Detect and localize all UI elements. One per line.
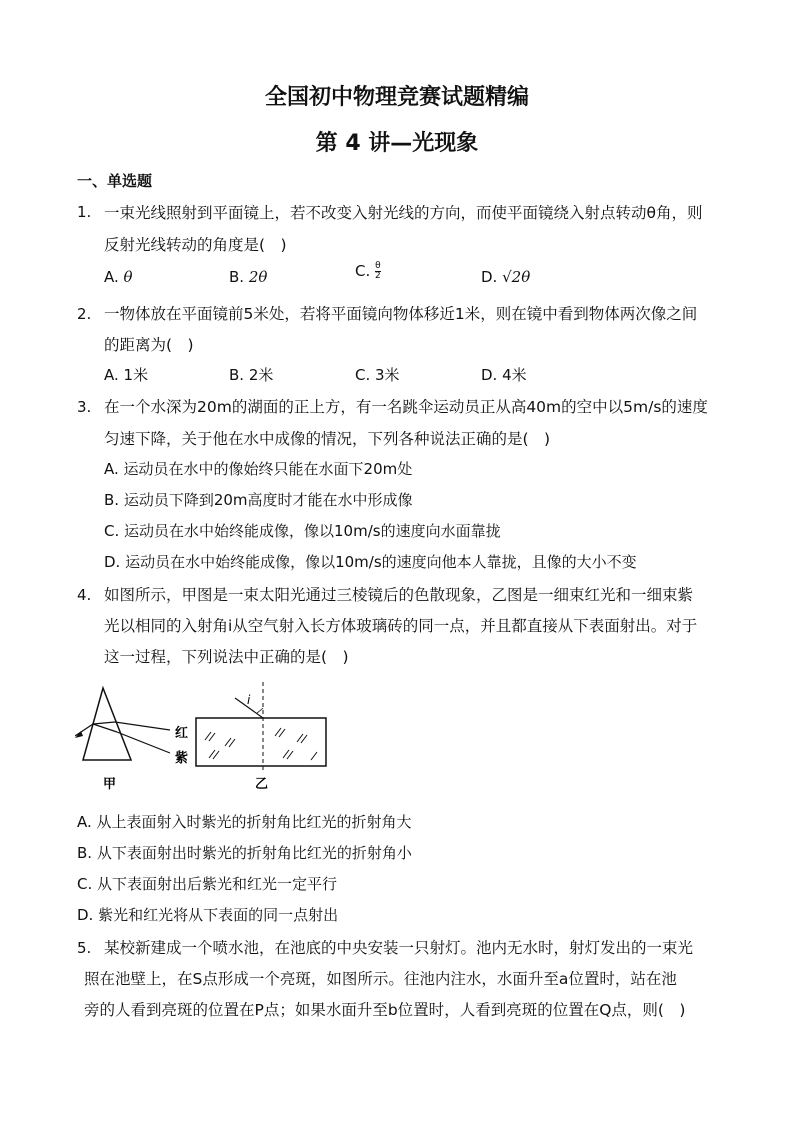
- question-number: 3.: [77, 398, 92, 416]
- option-a: A. 运动员在水中的像始终只能在水面下20m处: [104, 460, 413, 478]
- option-c: C. 运动员在水中始终能成像，像以10m/s的速度向水面靠拢: [104, 522, 501, 540]
- question-number: 1.: [77, 203, 92, 221]
- option-c: C. 3米: [355, 366, 400, 384]
- option-d: D. √2θ: [481, 268, 531, 286]
- option-c: C. $\frac{\theta}{2}$: [355, 261, 381, 281]
- option-d: D. 紫光和红光将从下表面的同一点射出: [77, 906, 339, 924]
- question-number: 5.: [77, 939, 92, 957]
- doc-subtitle: 第 4 讲—光现象: [315, 131, 479, 156]
- question-number: 2.: [77, 305, 92, 323]
- question-5-line-1: 某校新建成一个喷水池，在池底的中央安装一只射灯。池内无水时，射灯发出的一束光: [104, 939, 694, 957]
- question-4-line-3: 这一过程，下列说法中正确的是( ): [104, 648, 349, 666]
- section-heading: 一、单选题: [77, 172, 153, 190]
- prism-and-glass-figure: [75, 680, 335, 795]
- glass-block: [196, 718, 326, 766]
- question-3-line-2: 匀速下降，关于他在水中成像的情况，下列各种说法正确的是( ): [104, 430, 551, 448]
- question-5-line-3: 旁的人看到亮斑的位置在P点；如果水面升至b位置时，人看到亮斑的位置在Q点，则( ): [84, 1001, 686, 1019]
- option-d: D. 运动员在水中始终能成像，像以10m/s的速度向他本人靠拢，且像的大小不变: [104, 553, 637, 571]
- red-label: 红: [175, 726, 189, 741]
- fraction: $\frac{\theta}{2}$: [375, 261, 381, 281]
- question-1-line-2: 反射光线转动的角度是( ): [104, 236, 287, 254]
- question-2-line-2: 的距离为( ): [104, 336, 194, 354]
- option-a: A. θ: [104, 268, 133, 286]
- angle-label: i: [247, 693, 251, 707]
- option-b: B. 运动员下降到20m高度时才能在水中形成像: [104, 491, 413, 509]
- option-c: C. 从下表面射出后紫光和红光一定平行: [77, 875, 338, 893]
- option-a: A. 1米: [104, 366, 149, 384]
- question-2-line-1: 一物体放在平面镜前5米处，若将平面镜向物体移近1米，则在镜中看到物体两次像之间: [104, 305, 698, 323]
- option-d: D. 4米: [481, 366, 527, 384]
- red-ray: [115, 722, 170, 730]
- option-b: B. 2米: [229, 366, 274, 384]
- figure-jia-label: 甲: [103, 777, 117, 792]
- question-3-line-1: 在一个水深为20m的湖面的正上方，有一名跳伞运动员正从高40m的空中以5m/s的速度: [104, 398, 708, 416]
- doc-title: 全国初中物理竞赛试题精编: [264, 85, 529, 110]
- purple-label: 紫: [175, 751, 189, 766]
- option-a: A. 从上表面射入时紫光的折射角比红光的折射角大: [77, 813, 412, 831]
- question-1-line-1: 一束光线照射到平面镜上，若不改变入射光线的方向，而使平面镜绕入射点转动θ角，则: [104, 204, 703, 222]
- question-5-line-2: 照在池壁上，在S点形成一个亮斑，如图所示。往池内注水，水面升至a位置时，站在池: [84, 970, 677, 988]
- figure-yi-label: 乙: [255, 777, 269, 792]
- question-4-line-2: 光以相同的入射角i从空气射入长方体玻璃砖的同一点，并且都直接从下表面射出。对于: [104, 617, 698, 635]
- prism: [83, 688, 131, 760]
- question-number: 4.: [77, 586, 92, 604]
- option-b: B. 2θ: [229, 268, 268, 286]
- question-4-line-1: 如图所示，甲图是一束太阳光通过三棱镜后的色散现象，乙图是一细束红光和一细束紫: [104, 586, 694, 604]
- option-b: B. 从下表面射出时紫光的折射角比红光的折射角小: [77, 844, 412, 862]
